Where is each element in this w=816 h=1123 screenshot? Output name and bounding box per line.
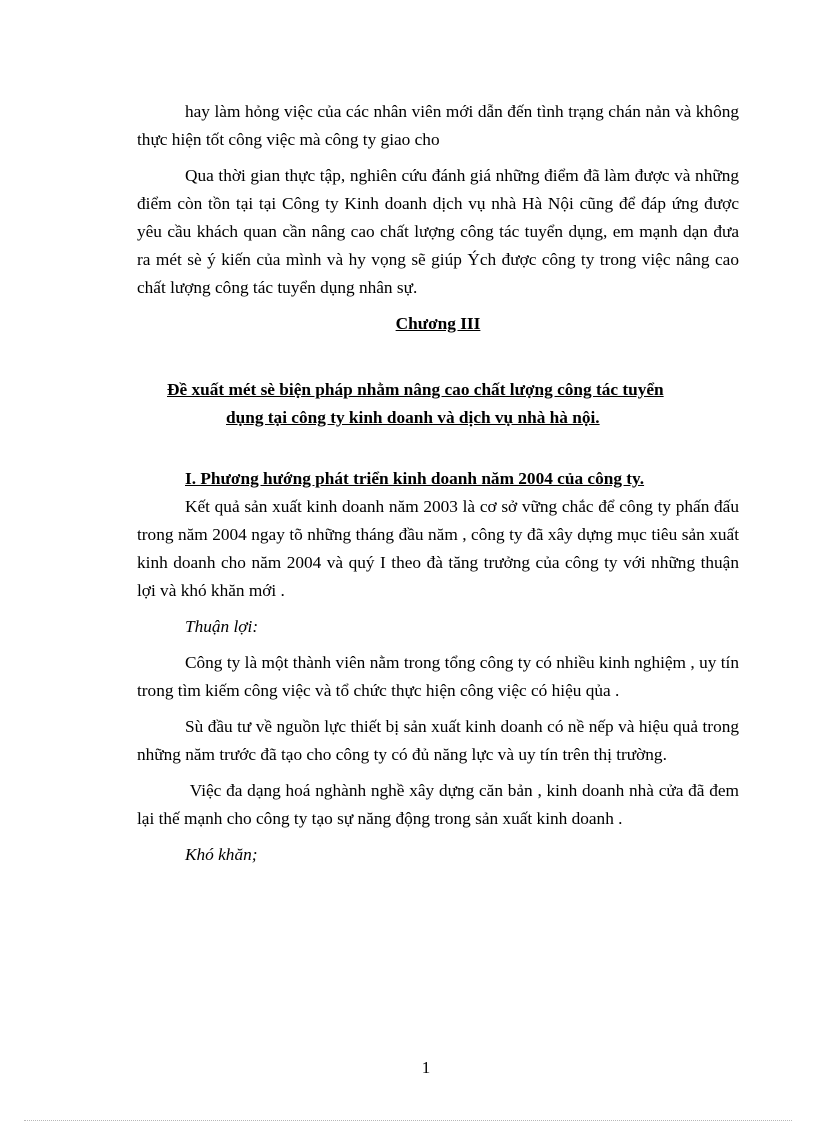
advantage-paragraph: Công ty là một thành viên nằm trong tổng công ty có nhiều kinh nghiệm , uy tín trong tìm kiếm công việc và tổ chức thực hiện công việc có hiệu qủa . <box>137 653 739 700</box>
chapter-title-line-1: Đề xuất mét sè biện pháp nhằm nâng cao chất lượng công tác tuyển <box>167 380 664 399</box>
chapter-label: Chương III <box>395 314 481 333</box>
page-bottom-border <box>24 1120 792 1121</box>
advantage-paragraph: Việc đa dạng hoá nghành nghề xây dựng căn bản , kinh doanh nhà cửa đã đem lại thế mạnh cho công ty tạo sự năng động trong sản xuất kinh doanh . <box>137 781 744 828</box>
paragraph-internship-summary: Qua thời gian thực tập, nghiên cứu đánh giá những điểm đã làm được và những điểm còn tồn tại tại Công ty Kinh doanh dịch vụ nhà Hà Nội cũng để đáp ứng được yêu cầu khách quan cần nâng cao chất lượng công tác tuyển dụng, em mạnh dạn đưa ra mét sè ý kiến của mình và hy vọng sẽ giúp Ých được công ty trong việc nâng cao chất lượng công tác tuyển dụng nhân sự. <box>137 166 739 297</box>
page-body <box>137 98 744 869</box>
paragraph-continued: hay làm hỏng việc của các nhân viên mới dẫn đến tình trạng chán nản và không thực hiện tốt công việc mà công ty giao cho <box>137 102 739 149</box>
advantage-paragraph: Sù đầu tư về nguồn lực thiết bị sản xuất kinh doanh có nề nếp và hiệu quả trong những năm trước đã tạo cho công ty có đủ năng lực và uy tín trên thị trường. <box>137 717 739 764</box>
advantages-label: Thuận lợi: <box>185 617 259 636</box>
chapter-title-line-2: dụng tại công ty kinh doanh và dịch vụ nhà hà nội. <box>226 408 600 427</box>
difficulties-label: Khó khăn; <box>185 845 258 864</box>
chapter-title <box>167 376 739 432</box>
section-title: I. Phương hướng phát triển kinh doanh năm 2004 của công ty. <box>185 469 645 488</box>
paragraph-business-results: Kết quả sản xuất kinh doanh năm 2003 là cơ sở vững chắc để công ty phấn đấu trong năm 2004 ngay tõ những tháng đầu năm , công ty đã xây dựng mục tiêu sản xuất kinh doanh cho năm 2004 và quý I theo đà tăng trưởng của công ty với những thuận lợi và khó khăn mới . <box>137 497 739 600</box>
page-number: 1 <box>421 1058 431 1077</box>
